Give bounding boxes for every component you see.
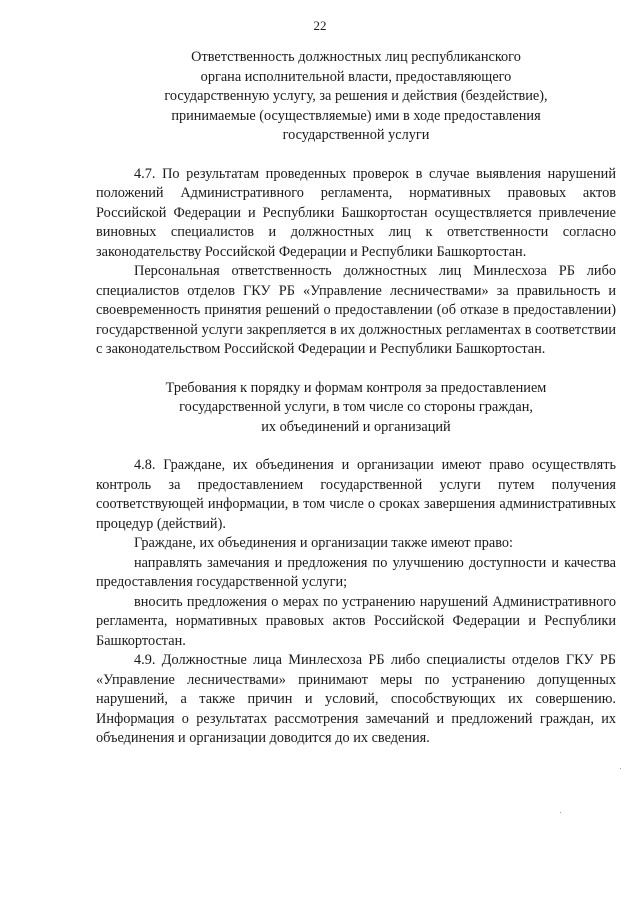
paragraph-4-8: 4.8. Граждане, их объединения и организации имеют право осуществлять контроль за предоставлением государственной услуги путем получения соответствующей информации, в том числе о сроках завершения административных процедур (действий). bbox=[96, 457, 616, 532]
section-heading-control-requirements bbox=[96, 379, 616, 438]
page-number: 22 bbox=[313, 18, 327, 33]
paragraph-4-9: 4.9. Должностные лица Минлесхоза РБ либо специалисты отделов ГКУ РБ «Управление лесничествами» принимают меры по устранению допущенных нарушений, а также причин и условий, способствующих их совершению. Информация о результатах рассмотрения замечаний и предложений граждан, их объединения и организации доводится до их сведения. bbox=[96, 652, 616, 746]
heading-line: Требования к порядку и формам контроля за предоставлением bbox=[165, 379, 547, 396]
scan-speck bbox=[620, 768, 621, 769]
heading-line: принимаемые (осуществляемые) ими в ходе предоставления bbox=[171, 107, 541, 124]
heading-line: государственную услугу, за решения и действия (бездействие), bbox=[164, 88, 548, 104]
paragraph-right-proposals: вносить предложения о мерах по устранению нарушений Административного регламента, нормативных правовых актов Российской Федерации и Республики Башкортостан. bbox=[96, 593, 616, 649]
heading-line: государственной услуги bbox=[282, 127, 430, 143]
heading-line: их объединений и организаций bbox=[261, 418, 451, 435]
scan-speck bbox=[560, 812, 561, 813]
paragraph-4-7: 4.7. По результатам проведенных проверок в случае выявления нарушений положений Административного регламента, нормативных правовых актов Российской Федерации и Республики Башкортостан осуществляется привлечение виновных специалистов и должностных лиц к ответственности согласно законодательству Российской Федерации и Республики Башкортостан. bbox=[96, 165, 616, 260]
paragraph-personal-responsibility: Персональная ответственность должностных лиц Минлесхоза РБ либо специалистов отделов ГКУ РБ «Управление лесничествами» за правильность и своевременность принятия решений о предоставлении (об отказе в предоставлении) государственной услуги закрепляется в их должностных регламентах в соответствии с законодательством Российской Федерации и Республики Башкортостан. bbox=[96, 263, 616, 357]
heading-line: государственной услуги, в том числе со стороны граждан, bbox=[179, 399, 533, 415]
heading-line: органа исполнительной власти, предоставляющего bbox=[200, 68, 512, 85]
document-body bbox=[96, 48, 616, 749]
heading-line: Ответственность должностных лиц республиканского bbox=[191, 49, 521, 65]
paragraph-rights-intro: Граждане, их объединения и организации также имеют право: bbox=[134, 535, 514, 551]
paragraph-right-remarks: направлять замечания и предложения по улучшению доступности и качества предоставления государственной услуги; bbox=[96, 554, 616, 590]
section-heading-responsibility bbox=[96, 48, 616, 146]
